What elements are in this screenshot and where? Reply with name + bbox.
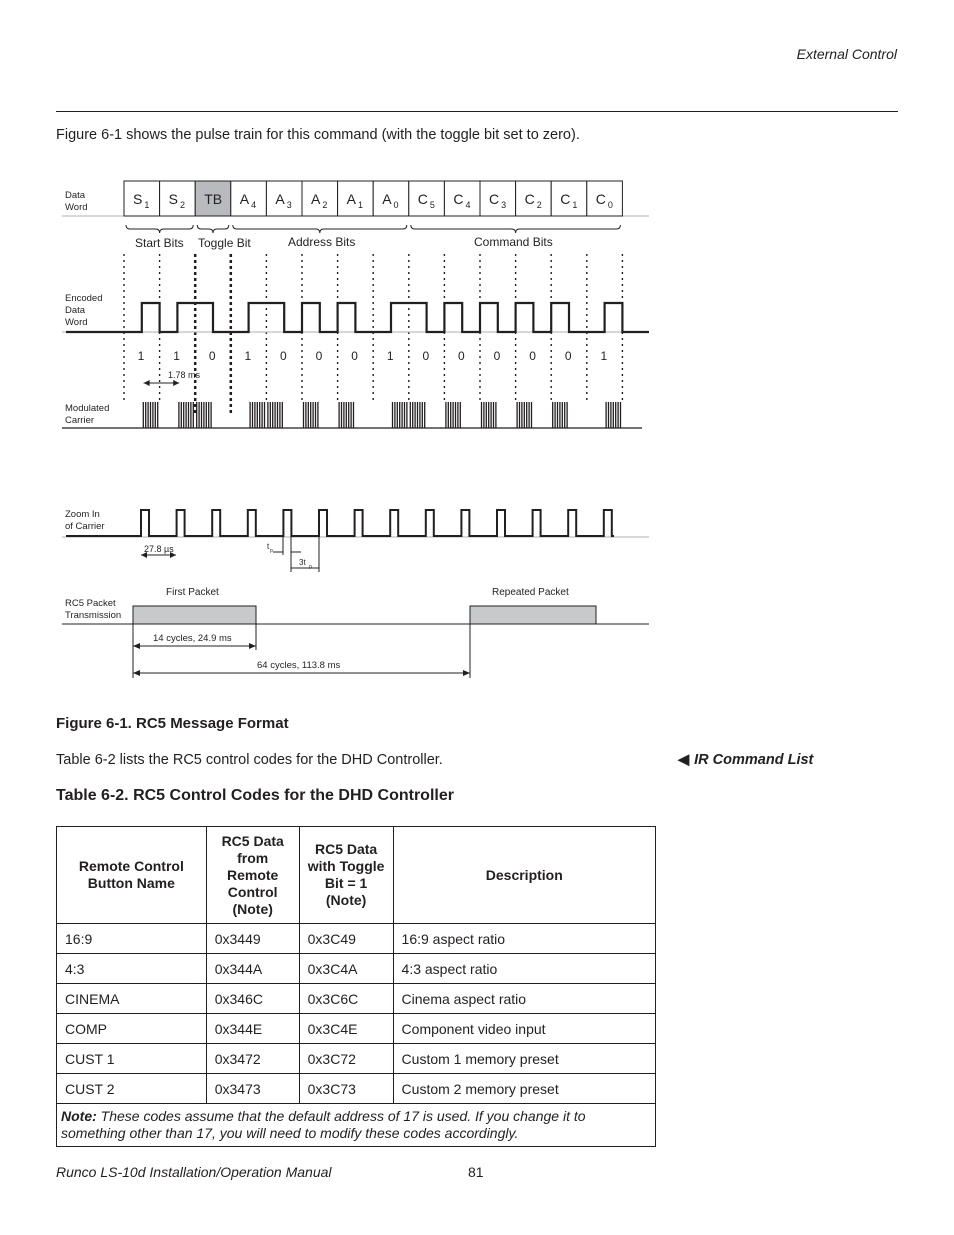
- table-title: Table 6-2. RC5 Control Codes for the DHD Controller: [56, 787, 454, 804]
- repeat-length-label: 64 cycles, 113.8 ms: [257, 660, 341, 671]
- column-header: [393, 827, 655, 924]
- bit-name-subscript: 0: [607, 200, 613, 210]
- modulated-label: Modulated: [65, 403, 110, 414]
- table-cell: 0x3C4A: [299, 954, 393, 984]
- three-tp-subscript: p: [309, 564, 312, 570]
- table-cell: Custom 2 memory preset: [393, 1074, 655, 1104]
- table-intro: Table 6-2 lists the RC5 control codes for the DHD Controller.: [56, 752, 443, 768]
- bit-name-subscript: 2: [322, 200, 328, 210]
- bit-name-letter: C: [560, 191, 571, 207]
- bit-value: 1: [386, 349, 394, 363]
- table-cell: 0x3473: [206, 1074, 299, 1104]
- column-header-line: (Note): [232, 900, 273, 917]
- bit-name-letter: A: [382, 191, 392, 207]
- encoded-label: Data: [65, 305, 86, 316]
- column-header-line: Description: [485, 866, 563, 883]
- bit-name-letter: C: [595, 191, 606, 207]
- table-cell: 0x3472: [206, 1044, 299, 1074]
- data-word-label: Data: [65, 190, 86, 201]
- page-number: 81: [468, 1164, 484, 1180]
- data-word-label: Word: [65, 202, 88, 213]
- table-cell: 0x344A: [206, 954, 299, 984]
- column-header-line: Button Name: [87, 875, 175, 891]
- zoom-label: Zoom In: [65, 509, 100, 520]
- bit-value: 0: [564, 349, 572, 363]
- table-cell: 0x346C: [206, 984, 299, 1014]
- rc5-codes-table: [56, 826, 656, 1147]
- table-cell: 16:9 aspect ratio: [393, 924, 655, 954]
- table-row: [57, 1014, 656, 1044]
- bit-value: 0: [529, 349, 536, 363]
- carrier-period-label: 27.8 µs: [144, 544, 174, 554]
- address-bits-brace: [233, 225, 407, 233]
- table-cell: 0x3C73: [299, 1074, 393, 1104]
- column-header-line: Control: [227, 883, 278, 900]
- table-row: [57, 1074, 656, 1104]
- bit-name-letter: A: [239, 191, 250, 207]
- rc5-diagram: [56, 170, 656, 690]
- note-text: These codes assume that the default address of 17 is used. If you change it to something other than 17, you will need to modify these codes accordingly.: [61, 1108, 586, 1141]
- table-cell: 0x344E: [206, 1014, 299, 1044]
- bit-value: 0: [458, 349, 465, 363]
- table-cell: 0x3C49: [299, 924, 393, 954]
- column-header-line: Remote: [227, 866, 279, 883]
- footer-manual-title: Runco LS-10d Installation/Operation Manual: [56, 1164, 332, 1180]
- column-header-line: (Note): [325, 892, 367, 908]
- tp-label: t: [267, 542, 270, 551]
- zoom-waveform: [66, 510, 614, 536]
- bit-name-letter: C: [489, 191, 500, 207]
- table-note: [57, 1104, 656, 1147]
- bit-value: 0: [351, 349, 358, 363]
- packet-label: RC5 Packet: [65, 598, 116, 609]
- bit-value: 1: [173, 349, 180, 363]
- side-heading: [678, 752, 813, 768]
- bit-name-subscript: 4: [251, 200, 257, 210]
- table-cell: CUST 1: [57, 1044, 207, 1074]
- bit-name-subscript: 1: [572, 200, 578, 210]
- intro-paragraph: Figure 6-1 shows the pulse train for this command (with the toggle bit set to zero).: [56, 127, 580, 143]
- column-header: [57, 827, 207, 924]
- bit-value: 0: [422, 349, 430, 363]
- packet-label: Transmission: [65, 610, 122, 621]
- bit-value: 0: [493, 349, 501, 363]
- table-row: [57, 954, 656, 984]
- bit-name: [204, 191, 222, 207]
- table-cell: 0x3C4E: [299, 1014, 393, 1044]
- bit-name-subscript: 3: [501, 200, 507, 210]
- table-header-row: [57, 827, 656, 924]
- packet-length-label: 14 cycles, 24.9 ms: [153, 633, 232, 644]
- modulated-label: Carrier: [65, 415, 95, 426]
- repeated-packet-block: [470, 606, 596, 624]
- table-cell: Component video input: [393, 1014, 655, 1044]
- table-body: [57, 924, 656, 1147]
- bit-name-letter: TB: [204, 191, 223, 207]
- three-tp-label: 3t: [299, 558, 306, 567]
- figure-caption: Figure 6-1. RC5 Message Format: [56, 715, 289, 732]
- table-cell: 0x3C72: [299, 1044, 393, 1074]
- encoded-label: Encoded: [65, 293, 103, 304]
- table-cell: CUST 2: [57, 1074, 207, 1104]
- command-bits-label: Command Bits: [474, 235, 553, 249]
- bit-value: 0: [280, 349, 287, 363]
- first-packet-label: First Packet: [166, 587, 219, 598]
- tp-subscript: p: [270, 548, 273, 554]
- bit-name-subscript: 5: [429, 200, 435, 210]
- zoom-label: of Carrier: [65, 521, 105, 532]
- note-label: Note:: [61, 1108, 97, 1124]
- column-header-line: RC5 Data: [314, 841, 378, 857]
- table-cell: CINEMA: [57, 984, 207, 1014]
- bit-name-letter: A: [311, 191, 321, 207]
- table-cell: 4:3: [57, 954, 207, 984]
- bit-name-letter: S: [168, 191, 178, 207]
- bit-name-subscript: 2: [179, 200, 185, 210]
- arrow-left-icon: ◀: [678, 752, 690, 768]
- bit-name-letter: A: [275, 191, 285, 207]
- start-bits-brace: [126, 225, 193, 233]
- bit-name-subscript: 1: [357, 200, 363, 210]
- column-header-line: Bit = 1: [324, 875, 368, 891]
- table-cell: Custom 1 memory preset: [393, 1044, 655, 1074]
- table-cell: Cinema aspect ratio: [393, 984, 655, 1014]
- encoded-waveform: [66, 303, 649, 332]
- bit-time-label: 1.78 ms: [168, 370, 201, 380]
- bit-name-letter: A: [346, 191, 356, 207]
- bit-name-subscript: 1: [144, 200, 150, 210]
- column-header: [206, 827, 299, 924]
- toggle-bit-brace: [197, 225, 229, 233]
- column-header-line: from: [237, 849, 269, 866]
- side-heading-label: IR Command List: [694, 752, 814, 768]
- table-note-row: [57, 1104, 656, 1147]
- encoded-label: Word: [65, 317, 88, 328]
- command-bits-brace: [411, 225, 621, 233]
- table-row: [57, 984, 656, 1014]
- bit-name-letter: C: [524, 191, 535, 207]
- header-rule: [56, 111, 898, 112]
- table-row: [57, 924, 656, 954]
- table-cell: 16:9: [57, 924, 207, 954]
- table-cell: COMP: [57, 1014, 207, 1044]
- column-header-line: with Toggle: [307, 858, 385, 874]
- bit-value: 1: [137, 349, 145, 363]
- bit-name-subscript: 3: [286, 200, 292, 210]
- bit-value: 0: [315, 349, 323, 363]
- bit-value: 0: [208, 349, 216, 363]
- start-bits-label: Start Bits: [135, 236, 184, 250]
- running-header: External Control: [796, 46, 897, 62]
- bit-name-subscript: 2: [536, 200, 542, 210]
- column-header-line: RC5 Data: [221, 832, 284, 849]
- repeated-packet-label: Repeated Packet: [492, 587, 569, 598]
- bit-name-subscript: 0: [393, 200, 399, 210]
- table-row: [57, 1044, 656, 1074]
- bit-name-letter: C: [417, 191, 428, 207]
- address-bits-label: Address Bits: [288, 235, 356, 249]
- bit-name-subscript: 4: [465, 200, 471, 210]
- table-cell: 0x3449: [206, 924, 299, 954]
- column-header: [299, 827, 393, 924]
- bit-value: 1: [600, 349, 608, 363]
- bit-name-letter: S: [133, 191, 143, 207]
- table-cell: 0x3C6C: [299, 984, 393, 1014]
- table-cell: 4:3 aspect ratio: [393, 954, 655, 984]
- toggle-bit-label: Toggle Bit: [198, 236, 251, 250]
- bit-value: 1: [244, 349, 252, 363]
- column-header-line: Remote Control: [78, 858, 184, 874]
- bit-name-letter: C: [453, 191, 464, 207]
- first-packet-block: [133, 606, 256, 624]
- rc5-message-format-figure: [56, 170, 656, 690]
